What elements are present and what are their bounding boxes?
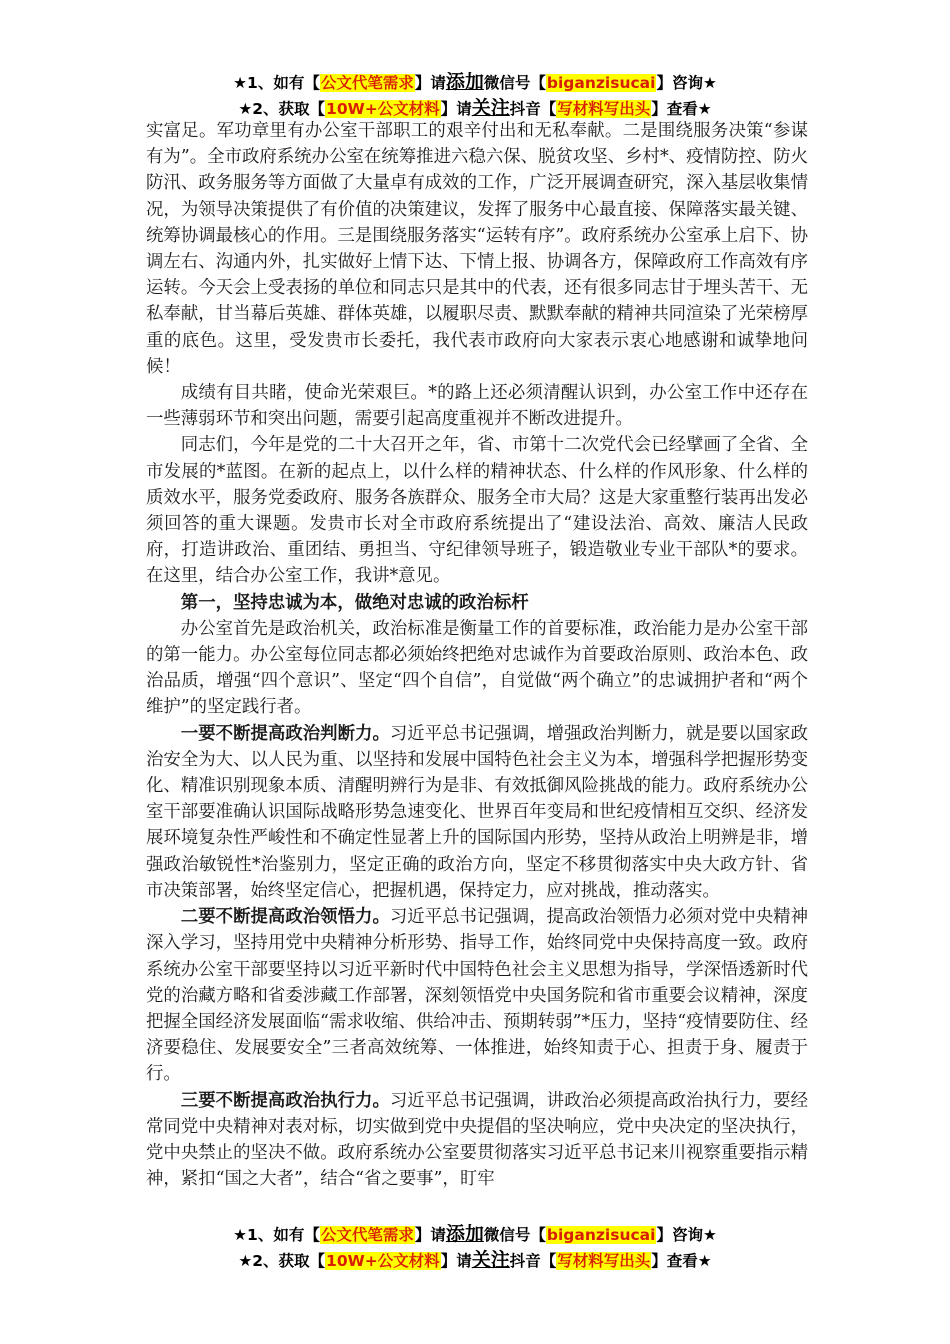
paragraph-text: 习近平总书记强调，增强政治判断力，就是要以国家政治安全为大、以人民为重、以坚持和发展中国特色社会主义为本，增强科学把握形势变化、精准识别现象本质、清醒明辨行为是非、有效抵御风险挑战的能力。政府系统办公室干部要准确认识国际战略形势急速变化、世界百年变局和世纪疫情相互交织、经济发展环境复杂性严峻性和不确定性显著上升的国际国内形势，坚持从政治上明辨是非，增强政治敏锐性*治鉴别力，坚定正确的政治方向，坚定不移贯彻落实中央大政方针、省市决策部署，始终坚定信心，把握机遇，保持定力，应对挑战，推动落实。 [146, 723, 808, 901]
emphasis-add: 添加 [445, 1223, 484, 1245]
highlight-service: 公文代笔需求 [320, 74, 414, 92]
paragraph-text: 习近平总书记强调，提高政治领悟力必须对党中央精神深入学习，坚持用党中央精神分析形势、指导工作，始终同党中央保持高度一致。政府系统办公室干部要坚持以习近平新时代中国特色社会主义思想为指导，学深悟透新时代党的治藏方略和省委涉藏工作部署，深刻领悟党中央国务院和省市重要会议精神，深度把握全国经济发展面临“需求收缩、供给冲击、预期转弱”*压力，坚持“疫情要防住、经济要稳住、发展要安全”三者高效统筹、一体推进，始终知责于心、担责于身、履责于行。 [146, 907, 808, 1085]
wechat-id: biganzisucai [546, 1226, 656, 1244]
highlight-materials: 10W+公文材料 [326, 100, 440, 118]
paragraph-lead: 三要不断提高政治执行力。 [180, 1090, 390, 1111]
footer-banner [0, 1222, 950, 1274]
paragraph: 同志们，今年是党的二十大召开之年，省、市第十二次党代会已经擘画了全省、全市发展的*蓝图。在新的起点上，以什么样的精神状态、什么样的作风形象、什么样的质效水平，服务党委政府、服务各族群众、服务全市大局？这是大家重整行装再出发必须回答的重大课题。发贵市长对全市政府系统提出了“建设法治、高效、廉洁人民政府，打造讲政治、重团结、勇担当、守纪律领导班子，锻造敬业专业干部队*的要求。在这里，结合办公室工作，我讲*意见。 [146, 435, 808, 587]
douyin-account: 写材料写出头 [557, 1252, 651, 1270]
banner-line-2: ★2、获取【10W+公文材料】请关注抖音【写材料写出头】查看★ [238, 97, 712, 119]
emphasis-add: 添加 [445, 71, 484, 93]
highlight-materials: 10W+公文材料 [326, 1252, 440, 1270]
emphasis-follow: 关注 [471, 1249, 510, 1271]
paragraph [146, 904, 808, 1087]
header-banner [0, 70, 950, 122]
paragraph: 办公室首先是政治机关，政治标准是衡量工作的首要标准，政治能力是办公室干部的第一能力。办公室每位同志都必须始终把绝对忠诚作为首要政治原则、政治本色、政治品质，增强“四个意识”、坚定“四个自信”，自觉做“两个确立”的忠诚拥护者和“两个维护”的坚定践行者。 [146, 618, 808, 718]
emphasis-follow: 关注 [471, 97, 510, 119]
douyin-account: 写材料写出头 [557, 100, 651, 118]
paragraph [146, 721, 808, 904]
banner-line-1: ★1、如有【公文代笔需求】请添加微信号【biganzisucai】咨询★ [233, 71, 717, 93]
banner-line-1: ★1、如有【公文代笔需求】请添加微信号【biganzisucai】咨询★ [233, 1223, 717, 1245]
paragraph-text: 习近平总书记强调，讲政治必须提高政治执行力，要经常同党中央精神对表对标，切实做到党中央提倡的坚决响应，党中央决定的坚决执行，党中央禁止的坚决不做。政府系统办公室要贯彻落实习近平总书记来川视察重要指示精神，紧扣“国之大者”，结合“省之要事”，盯牢 [146, 1090, 808, 1190]
paragraph-lead: 一要不断提高政治判断力。 [180, 723, 390, 744]
highlight-service: 公文代笔需求 [320, 1226, 414, 1244]
wechat-id: biganzisucai [546, 74, 656, 92]
section-heading: 第一，坚持忠诚为本，做绝对忠诚的政治标杆 [180, 592, 529, 613]
paragraph [146, 1088, 808, 1193]
paragraph: 成绩有目共睹，使命光荣艰巨。*的路上还必须清醒认识到，办公室工作中还存在一些薄弱环节和突出问题，需要引起高度重视并不断改进提升。 [146, 383, 808, 430]
banner-line-2: ★2、获取【10W+公文材料】请关注抖音【写材料写出头】查看★ [238, 1249, 712, 1271]
paragraph: 实富足。军功章里有办公室干部职工的艰辛付出和无私奉献。二是围绕服务决策“参谋有为”。全市政府系统办公室在统筹推进六稳六保、脱贫攻坚、乡村*、疫情防控、防火防汛、政务服务等方面做了大量卓有成效的工作，广泛开展调查研究，深入基层收集情况，为领导决策提供了有价值的决策建议，发挥了服务中心最直接、保障落实最关键、统筹协调最核心的作用。三是围绕服务落实“运转有序”。政府系统办公室承上启下、协调左右、沟通内外，扎实做好上情下达、下情上报、协调各方，保障政府工作高效有序运转。今天会上受表扬的单位和同志只是其中的代表，还有很多同志甘于埋头苦干、无私奉献，甘当幕后英雄、群体英雄，以履职尽责、默默奉献的精神共同渲染了光荣榜厚重的底色。这里，受发贵市长委托，我代表市政府向大家表示衷心地感谢和诚挚地问候！ [146, 121, 808, 377]
paragraph-lead: 二要不断提高政治领悟力。 [180, 907, 390, 928]
document-body [146, 118, 808, 1192]
